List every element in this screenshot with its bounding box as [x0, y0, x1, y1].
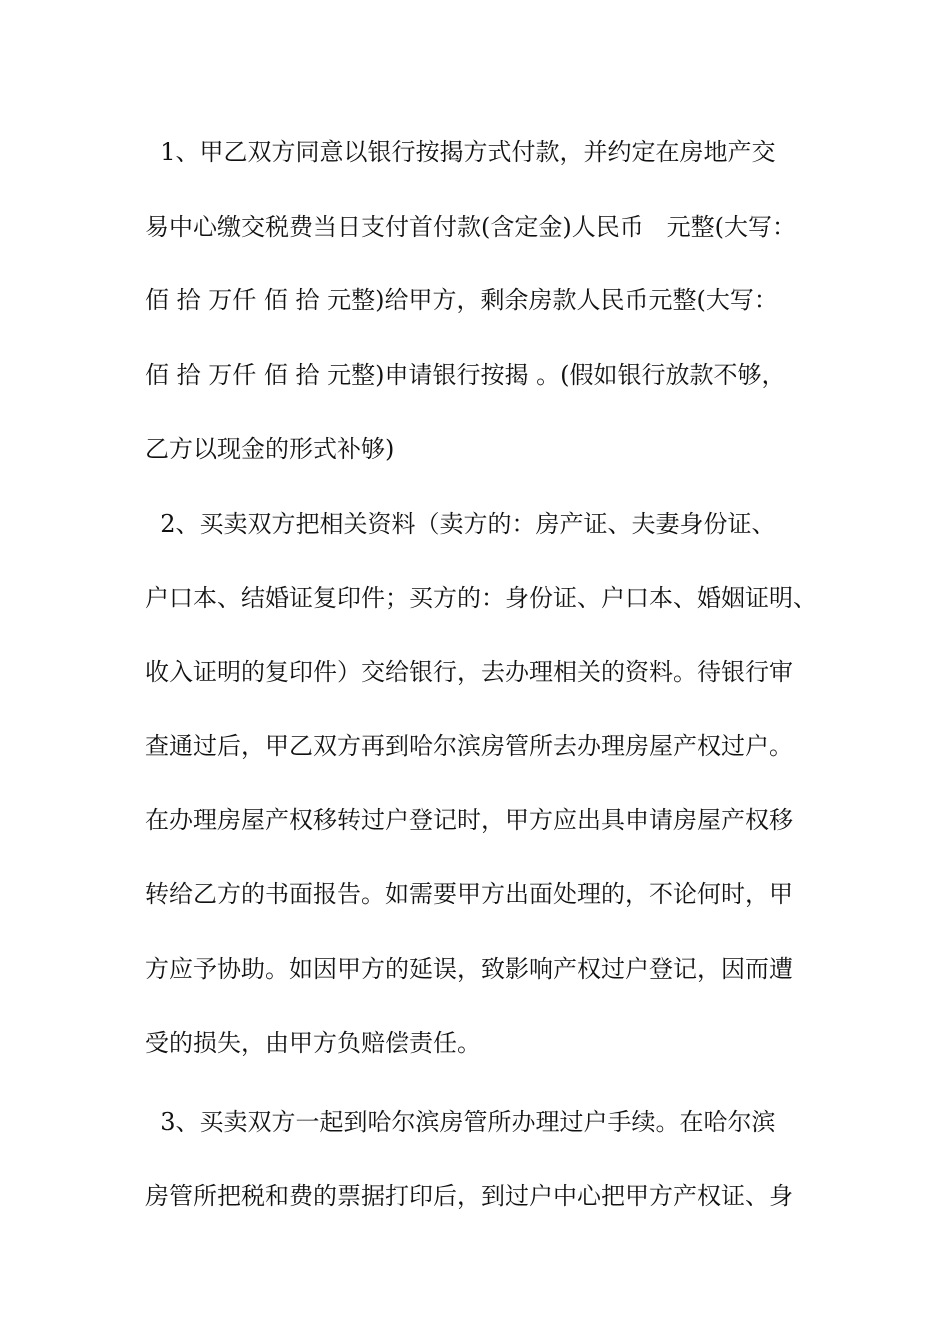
- text-line: 收入证明的复印件）交给银行，去办理相关的资料。待银行审: [145, 658, 793, 686]
- text-line: 易中心缴交税费当日支付首付款(含定金)人民币 元整(大写：: [145, 213, 796, 241]
- text-line: 房管所把税和费的票据打印后，到过户中心把甲方产权证、身: [145, 1182, 793, 1210]
- text-line: 户口本、结婚证复印件；买方的：身份证、户口本、婚姻证明、: [145, 584, 817, 612]
- text-line: 佰 拾 万仟 佰 拾 元整)给甲方，剩余房款人民币元整(大写：: [145, 286, 778, 314]
- text-line: 转给乙方的书面报告。如需要甲方出面处理的，不论何时，甲: [145, 880, 793, 908]
- text-line: 查通过后，甲乙双方再到哈尔滨房管所去办理房屋产权过户。: [145, 732, 793, 760]
- text-line: 3、买卖双方一起到哈尔滨房管所办理过户手续。在哈尔滨: [145, 1108, 776, 1136]
- text-line: 在办理房屋产权移转过户登记时，甲方应出具申请房屋产权移: [145, 806, 793, 834]
- text-line: 乙方以现金的形式补够): [145, 435, 395, 463]
- text-line: 方应予协助。如因甲方的延误，致影响产权过户登记，因而遭: [145, 955, 793, 983]
- text-line: 2、买卖双方把相关资料（卖方的：房产证、夫妻身份证、: [145, 510, 776, 538]
- text-line: 受的损失，由甲方负赔偿责任。: [145, 1029, 481, 1057]
- text-line: 1、甲乙双方同意以银行按揭方式付款，并约定在房地产交: [145, 138, 776, 166]
- text-line: 佰 拾 万仟 佰 拾 元整)申请银行按揭 。(假如银行放款不够，: [145, 361, 786, 389]
